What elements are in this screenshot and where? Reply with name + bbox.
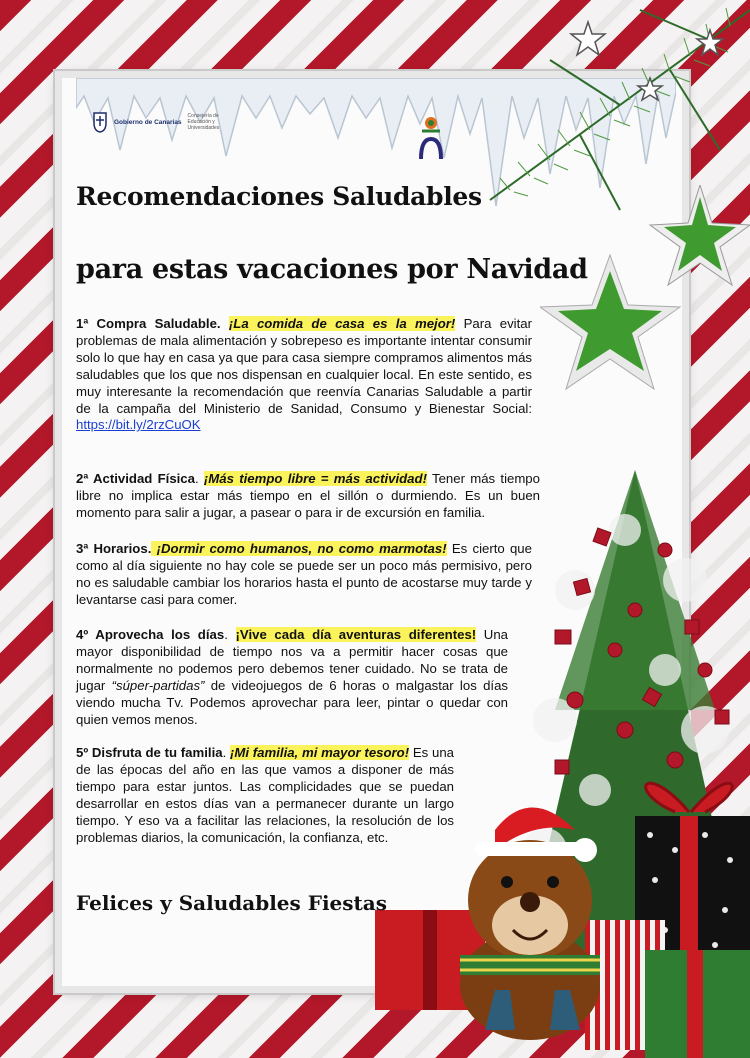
recommendation-highlight: ¡Más tiempo libre = más actividad! — [203, 471, 427, 486]
recommendation-1 — [76, 316, 532, 434]
crest-icon — [92, 111, 108, 133]
recommendation-heading: 2ª Actividad Física — [76, 471, 195, 486]
recommendation-3 — [76, 541, 532, 609]
recommendation-heading: 5º Disfruta de tu familia — [76, 745, 223, 760]
recommendation-italic: “súper-partidas” — [111, 677, 205, 693]
program-logo-icon — [418, 113, 444, 161]
recommendation-body: Tener más tiempo libre no implica estar más tiempo en el sillón o durmiendo. Es un buen momento para salir a jugar, a pasear o para ir de excursión en familia. — [76, 471, 540, 520]
recommendation-separator: . — [194, 471, 204, 486]
recommendation-body: Una mayor disponibilidad de tiempo nos va a permitir hacer cosas que normalmente no podemos pero debemos tener cuidado. No se trata de jugar — [76, 627, 509, 693]
recommendation-5 — [76, 745, 454, 846]
ministry-name: Consejería de Educación y Universidades — [187, 113, 220, 131]
closing-greeting: Felices y Saludables Fiestas — [76, 891, 387, 915]
recommendation-highlight: ¡Vive cada día aventuras diferentes! — [235, 627, 477, 642]
recommendation-separator: . — [224, 627, 236, 642]
recommendation-highlight: ¡La comida de casa es la mejor! — [228, 316, 456, 331]
recommendation-separator: . — [222, 745, 230, 760]
recommendation-heading: 4º Aprovecha los días — [76, 627, 225, 642]
recommendation-heading: 1ª Compra Saludable. — [76, 316, 221, 331]
recommendation-body: Para evitar problemas de mala alimentación y sobrepeso es importante intentar consumir solo lo que hay en casa ya que para casa siempre compramos alimentos más saludables que los que nos dispensan en cualquier local. En este sentido, es muy interesante la recomendación que reenvía Canarias Saludable a partir de la campaña del Ministerio de Sanidad, Consumo y Bienestar Social: — [76, 316, 532, 416]
recommendation-2 — [76, 471, 540, 522]
recommendation-4 — [76, 627, 508, 728]
page-title-line-2: para estas vacaciones por Navidad — [76, 254, 588, 285]
recommendation-body: Es una de las épocas del año en las que vamos a disponer de más tiempo para estar juntos. Las complicidades que se puedan desarrollar en estos días van a permanecer durante un largo tiempo. Y eso va a facilitar las relaciones, la resolución de los problemas diarios, la comunicación, la confianza, etc. — [76, 745, 455, 845]
government-logo — [92, 111, 240, 133]
star-ornaments — [540, 185, 750, 415]
recommendation-body-end: de videojuegos de 6 horas o malgastar los días viendo mucha Tv. Podemos aprovechar para leer, pintar o quedar con quien vemos menos. — [76, 677, 508, 727]
campaign-link[interactable]: https://bit.ly/2rzCuOK — [76, 417, 201, 433]
page-title-line-1: Recomendaciones Saludables — [76, 182, 482, 211]
recommendation-highlight: ¡Mi familia, mi mayor tesoro! — [230, 745, 410, 760]
recommendation-highlight: ¡Dormir como humanos, no como marmotas! — [151, 541, 447, 556]
recommendation-heading: 3ª Horarios. — [76, 541, 152, 556]
government-name: Gobierno de Canarias — [114, 118, 182, 126]
recommendation-body: Es cierto que como al día siguiente no hay cole se puede ser un poco más permisivo, pero no es saludable cambiar los horarios hasta el punto de acostarse muy tarde y levantarse casi para comer. — [76, 541, 532, 607]
reindeer-plush-decoration — [435, 790, 625, 1040]
